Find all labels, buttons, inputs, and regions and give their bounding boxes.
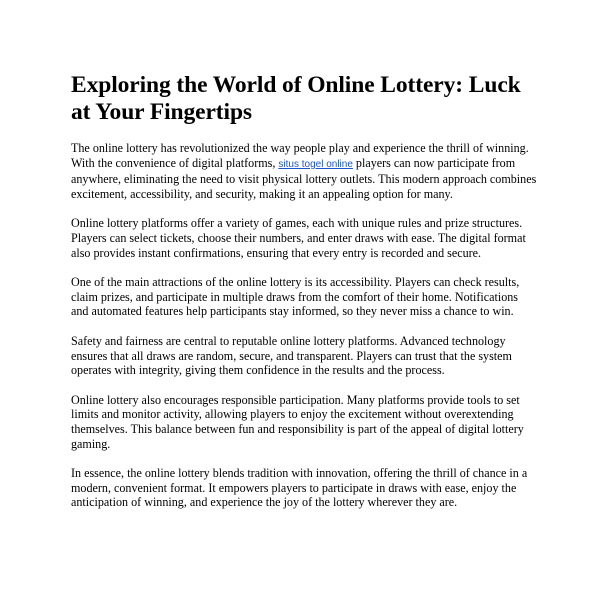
- paragraph-1-text-before: The online lottery has revolutionized the way people play and experience the thrill of winning. With the convenience of digital platforms,: [71, 141, 529, 170]
- article-paragraph-6: In essence, the online lottery blends tradition with innovation, offering the thrill of chance in a modern, convenient format. It empowers players to participate in draws with ease, enjoy the anticipation of winning, and experience the joy of the lottery wherever they are.: [71, 466, 528, 510]
- paragraph-1-text-after: players can now participate from anywhere, eliminating the need to visit physical lottery outlets. This modern approach combines excitement, accessibility, and security, making it an appealing option for many.: [71, 155, 537, 201]
- article-title: Exploring the World of Online Lottery: Luck at Your Fingertips: [71, 72, 521, 125]
- article-paragraph-5: Online lottery also encourages responsible participation. Many platforms provide tools to set limits and monitor activity, allowing players to enjoy the excitement without overextending themselves. This balance between fun and responsibility is part of the appeal of digital lottery gaming.: [71, 392, 524, 451]
- article-body: [71, 141, 537, 510]
- article-paragraph-3: One of the main attractions of the online lottery is its accessibility. Players can check results, claim prizes, and participate in multiple draws from the comfort of their home. Notifications and automated features help participants stay informed, so they never miss a chance to win.: [71, 275, 520, 319]
- situs-togel-online-link[interactable]: situs togel online: [278, 158, 353, 170]
- article-paragraph-2: Online lottery platforms offer a variety of games, each with unique rules and prize structures. Players can select tickets, choose their numbers, and enter draws with ease. The digital format also provides instant confirmations, ensuring that every entry is recorded and secure.: [71, 216, 526, 260]
- article-paragraph-1: [71, 141, 537, 201]
- article-paragraph-4: Safety and fairness are central to reputable online lottery platforms. Advanced technology ensures that all draws are random, secure, and transparent. Players can trust that the system operates with integrity, giving them confidence in the results and the process.: [71, 333, 512, 378]
- document-page: [71, 72, 537, 525]
